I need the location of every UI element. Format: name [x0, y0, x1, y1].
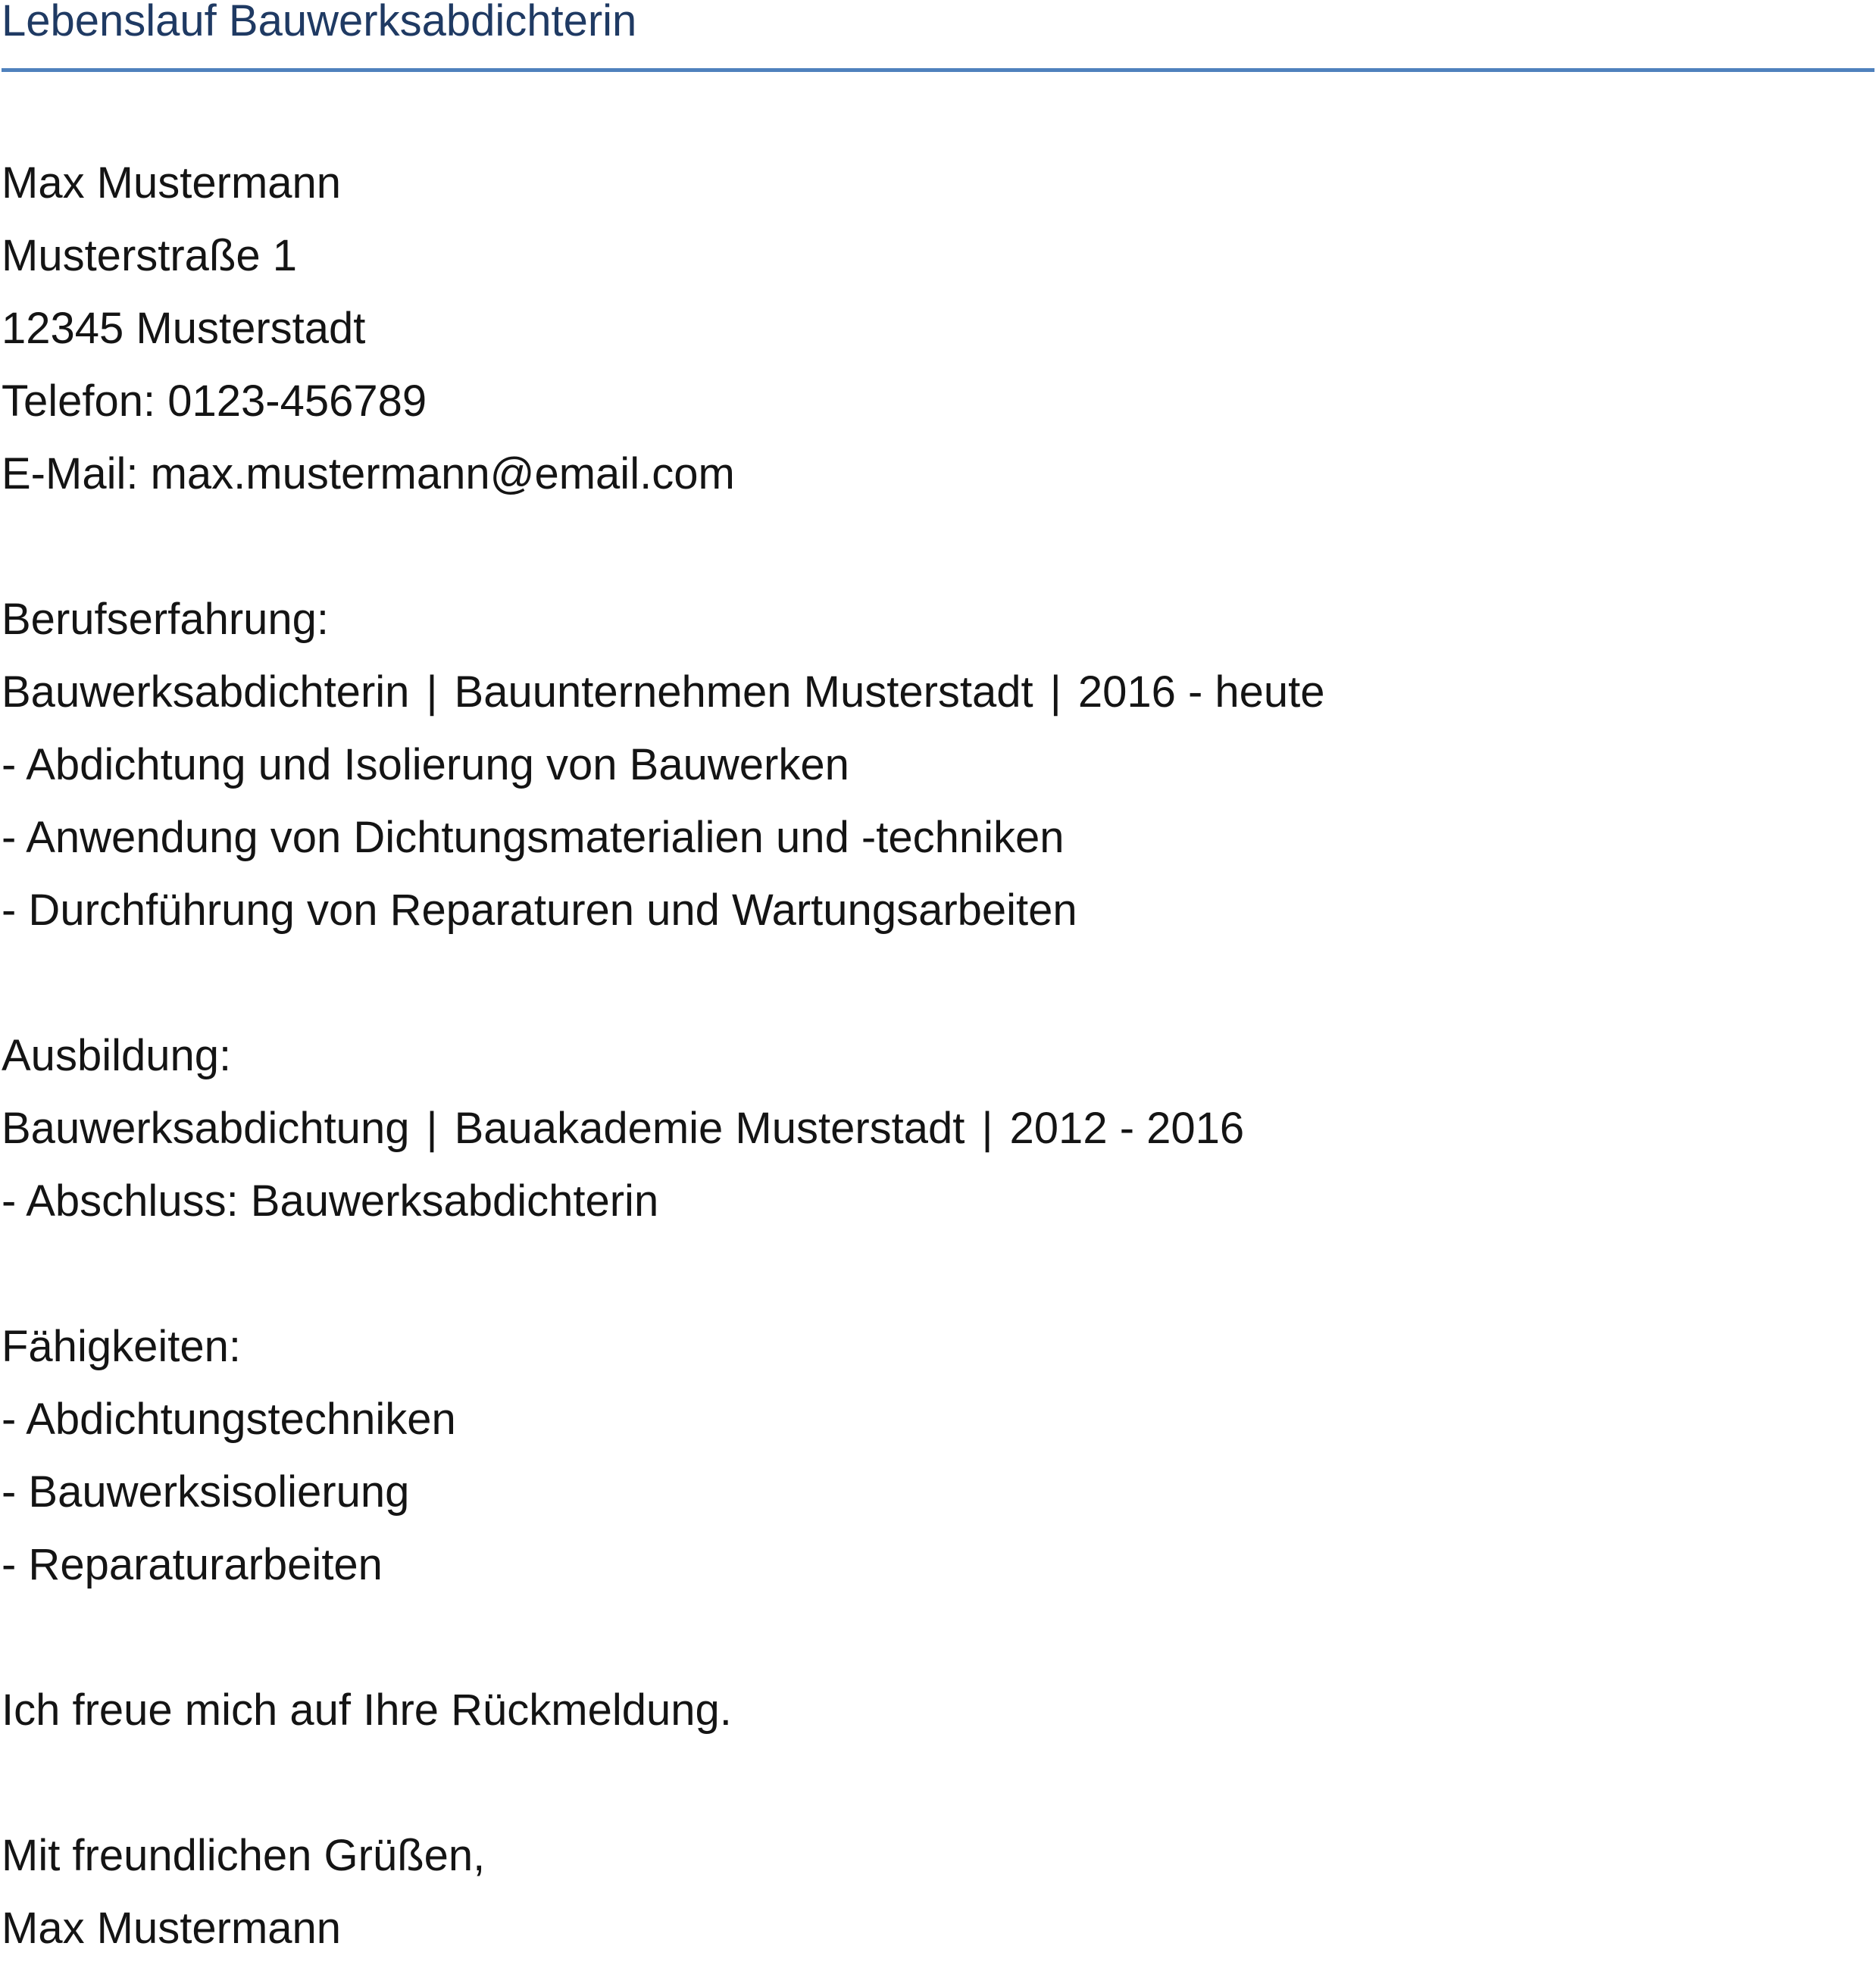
experience-period: 2016 - heute: [1077, 667, 1325, 717]
spacer: [2, 947, 1865, 1020]
skill-item: - Abdichtungstechniken: [2, 1395, 456, 1444]
separator: |: [981, 1104, 993, 1153]
experience-role: Bauwerksabdichterin: [2, 667, 410, 717]
spacer: [2, 1238, 1865, 1311]
contact-phone: Telefon: 0123-456789: [2, 376, 427, 426]
contact-name: Max Mustermann: [2, 158, 342, 208]
spacer: [2, 1747, 1865, 1820]
experience-item: - Anwendung von Dichtungsmaterialien und -techniken: [2, 813, 1065, 862]
education-institution: Bauakademie Musterstadt: [454, 1104, 965, 1153]
experience-heading: Berufserfahrung:: [2, 595, 330, 644]
experience-company: Bauunternehmen Musterstadt: [454, 667, 1033, 717]
document-title: Lebenslauf Bauwerksabdichterin: [2, 0, 637, 45]
sign-off: [2, 1820, 1865, 1965]
spacer: [2, 511, 1865, 583]
education-section: [2, 1020, 1865, 1238]
closing-greeting: Mit freundlichen Grüßen,: [2, 1831, 486, 1880]
title-underline: [2, 68, 1874, 72]
contact-block: [2, 147, 1865, 511]
contact-city: 12345 Musterstadt: [2, 304, 366, 353]
closing-statement: Ich freue mich auf Ihre Rückmeldung.: [2, 1685, 732, 1735]
signature-name: Max Mustermann: [2, 1904, 342, 1953]
education-period: 2012 - 2016: [1009, 1104, 1245, 1153]
experience-position: [2, 656, 1865, 729]
experience-item: - Abdichtung und Isolierung von Bauwerken: [2, 740, 849, 789]
education-subject: Bauwerksabdichtung: [2, 1104, 410, 1153]
experience-item: - Durchführung von Reparaturen und Wartungsarbeiten: [2, 886, 1077, 935]
skills-heading: Fähigkeiten:: [2, 1322, 241, 1371]
separator: |: [426, 667, 438, 717]
contact-street: Musterstraße 1: [2, 231, 297, 280]
separator: |: [426, 1104, 438, 1153]
separator: |: [1049, 667, 1062, 717]
skills-section: [2, 1311, 1865, 1601]
document-body: [2, 147, 1865, 1965]
education-heading: Ausbildung:: [2, 1031, 232, 1080]
education-item: - Abschluss: Bauwerksabdichterin: [2, 1176, 659, 1226]
contact-email: E-Mail: max.mustermann@email.com: [2, 449, 735, 498]
skill-item: - Bauwerksisolierung: [2, 1467, 410, 1517]
education-entry: [2, 1092, 1865, 1165]
experience-section: [2, 583, 1865, 947]
skill-item: - Reparaturarbeiten: [2, 1540, 383, 1589]
spacer: [2, 1601, 1865, 1674]
